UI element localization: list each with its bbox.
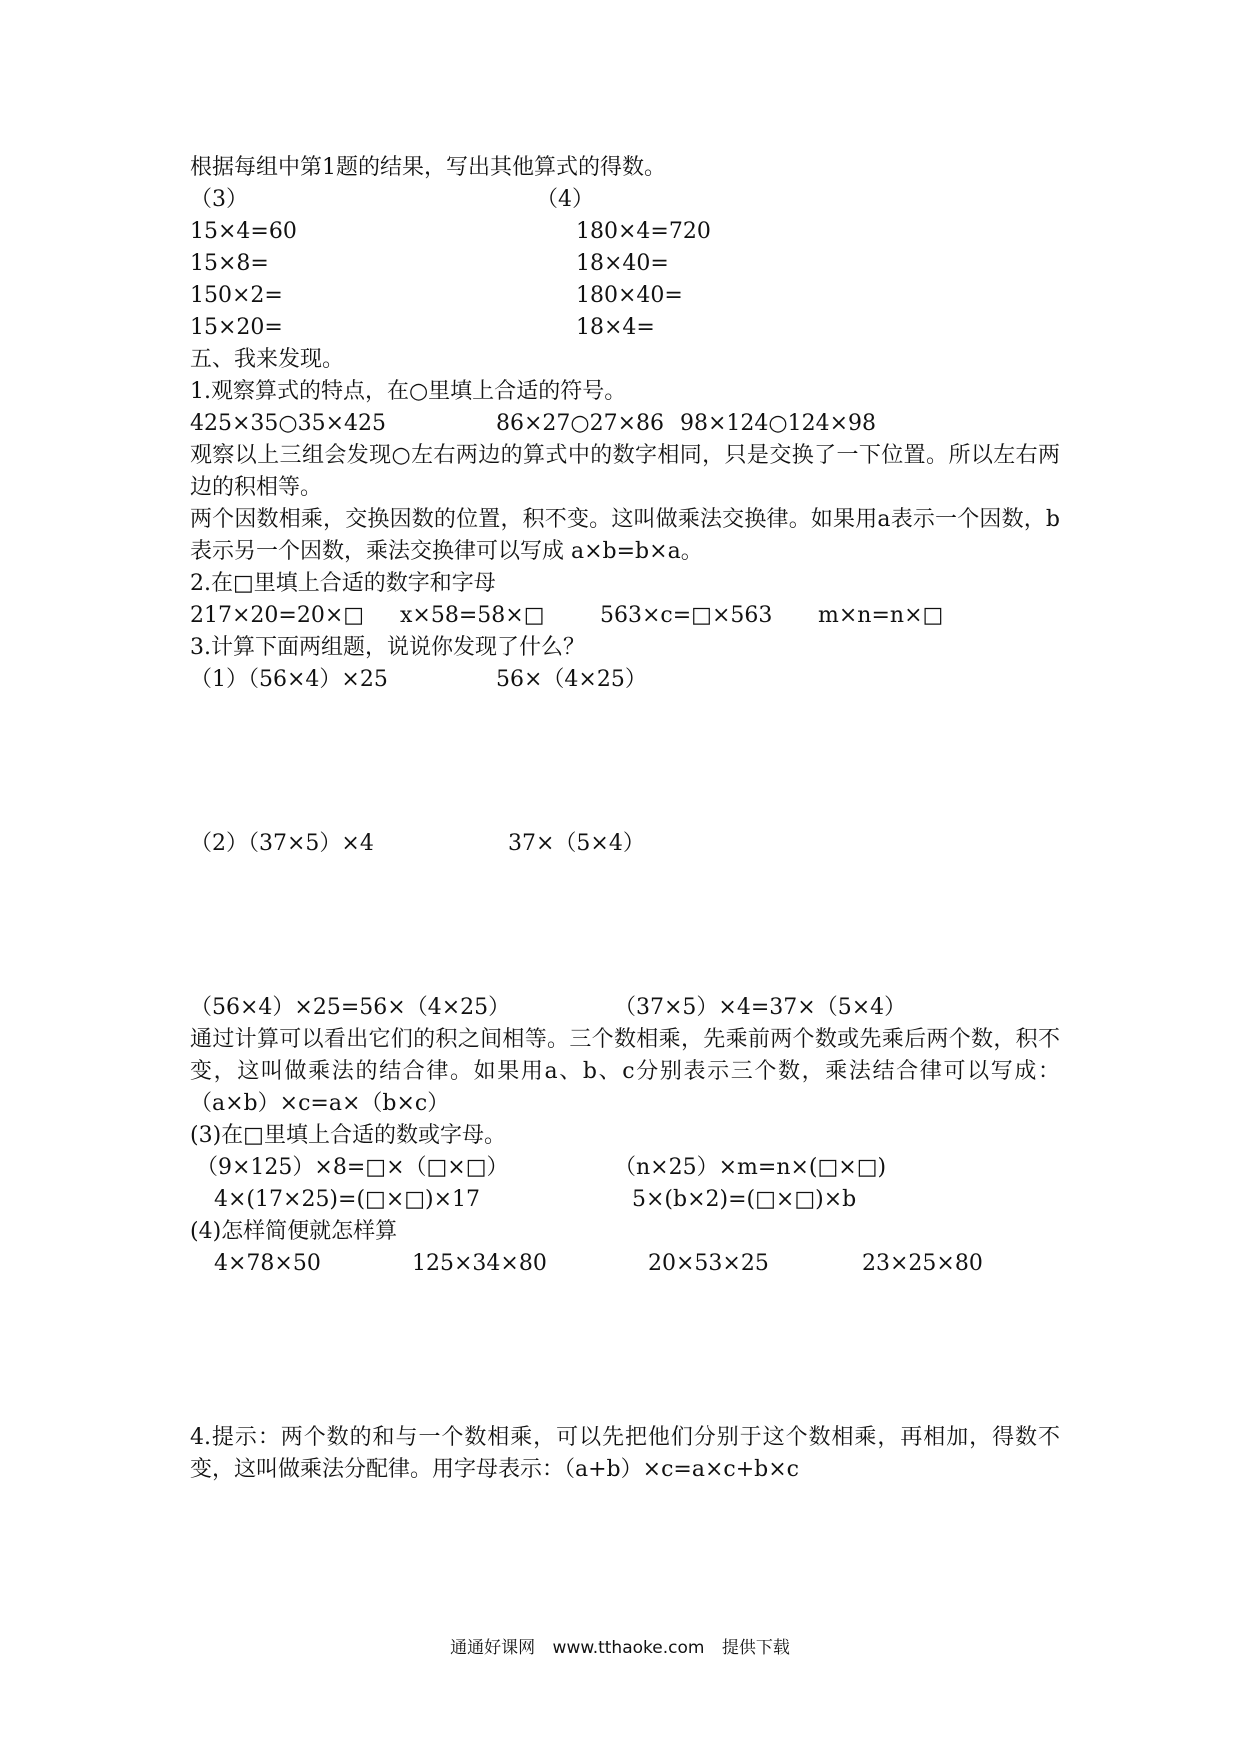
q3-3-expr: 5×(b×2)=(□×□)×b	[632, 1187, 857, 1212]
q3-expr: 56×（4×25）	[496, 667, 647, 692]
q3-expr: 37×（5×4）	[508, 831, 645, 856]
group-row	[190, 312, 1060, 344]
q3-3-expr: （9×125）×8=□×（□×□）	[196, 1155, 509, 1180]
q1-expr-row	[190, 408, 1060, 440]
q1-explanation: 观察以上三组会发现○左右两边的算式中的数字相同，只是交换了一下位置。所以左右两边的积相等。	[190, 443, 1060, 500]
q3-expr: （2）（37×5）×4	[190, 831, 374, 856]
group3-item: 15×4=60	[190, 219, 297, 244]
q3-result: （56×4）×25=56×（4×25）	[190, 995, 511, 1020]
q3-4-expr: 23×25×80	[862, 1251, 983, 1276]
q2-expr: x×58=58×□	[400, 603, 545, 628]
group-row	[190, 248, 1060, 280]
q3-3-expr: 4×(17×25)=(□×□)×17	[214, 1187, 481, 1212]
group4-item: 180×40=	[576, 283, 683, 308]
q3-4-title: (4)怎样简便就怎样算	[190, 1219, 398, 1244]
q2-title: 2.在□里填上合适的数字和字母	[190, 571, 496, 596]
group4-item: 18×40=	[576, 251, 669, 276]
q3-4-row	[190, 1248, 1060, 1280]
footer	[0, 1636, 1240, 1660]
q3-result: （37×5）×4=37×（5×4）	[614, 995, 907, 1020]
q2-expr: 217×20=20×□	[190, 603, 365, 628]
group4-item: 180×4=720	[576, 219, 711, 244]
q3-3-row1	[190, 1152, 1060, 1184]
q3-results-row	[190, 992, 1060, 1024]
q3-3-expr: （n×25）×m=n×(□×□)	[614, 1155, 887, 1180]
q3-row1	[190, 664, 1060, 696]
q3-3-title: (3)在□里填上合适的数或字母。	[190, 1123, 506, 1148]
footer-site-name: 通通好课网	[450, 1638, 536, 1658]
group4-item: 18×4=	[576, 315, 655, 340]
group-row	[190, 216, 1060, 248]
q2-expr: m×n=n×□	[818, 603, 944, 628]
q1-expr: 425×35○35×425	[190, 411, 387, 436]
q4-text: 4.提示：两个数的和与一个数相乘，可以先把他们分别于这个数相乘，再相加，得数不变，这叫做乘法分配律。用字母表示：（a+b）×c=a×c+b×c	[190, 1425, 1060, 1482]
group-row	[190, 280, 1060, 312]
associative-law-text: 通过计算可以看出它们的积之间相等。三个数相乘，先乘前两个数或先乘后两个数，积不变，这叫做乘法的结合律。如果用a、b、c分别表示三个数，乘法结合律可以写成：（a×b）×c=a×（b×c）	[190, 1027, 1060, 1116]
intro-text: 根据每组中第1题的结果，写出其他算式的得数。	[190, 155, 666, 180]
q1-expr: 98×124○124×98	[680, 411, 877, 436]
group3-label: （3）	[190, 187, 248, 212]
group3-item: 15×8=	[190, 251, 269, 276]
group4-label: （4）	[536, 187, 594, 212]
q1-expr: 86×27○27×86	[496, 411, 665, 436]
footer-note: 提供下载	[721, 1638, 790, 1658]
q2-expr-row	[190, 600, 1060, 632]
commutative-law-text: 两个因数相乘，交换因数的位置，积不变。这叫做乘法交换律。如果用a表示一个因数，b表示另一个因数，乘法交换律可以写成 a×b=b×a。	[190, 507, 1060, 564]
q2-expr: 563×c=□×563	[600, 603, 773, 628]
group3-item: 15×20=	[190, 315, 283, 340]
q3-4-expr: 20×53×25	[648, 1251, 769, 1276]
q3-row2	[190, 828, 1060, 860]
q3-4-expr: 125×34×80	[412, 1251, 547, 1276]
q3-expr: （1）（56×4）×25	[190, 667, 388, 692]
q3-title: 3.计算下面两组题，说说你发现了什么？	[190, 635, 585, 660]
footer-url: www.tthaoke.com	[552, 1638, 705, 1658]
q1-title: 1.观察算式的特点，在○里填上合适的符号。	[190, 379, 627, 404]
group-labels-row	[190, 184, 1060, 216]
section5-title: 五、我来发现。	[190, 347, 345, 372]
group3-item: 150×2=	[190, 283, 283, 308]
q3-3-row2	[190, 1184, 1060, 1216]
q3-4-expr: 4×78×50	[214, 1251, 321, 1276]
